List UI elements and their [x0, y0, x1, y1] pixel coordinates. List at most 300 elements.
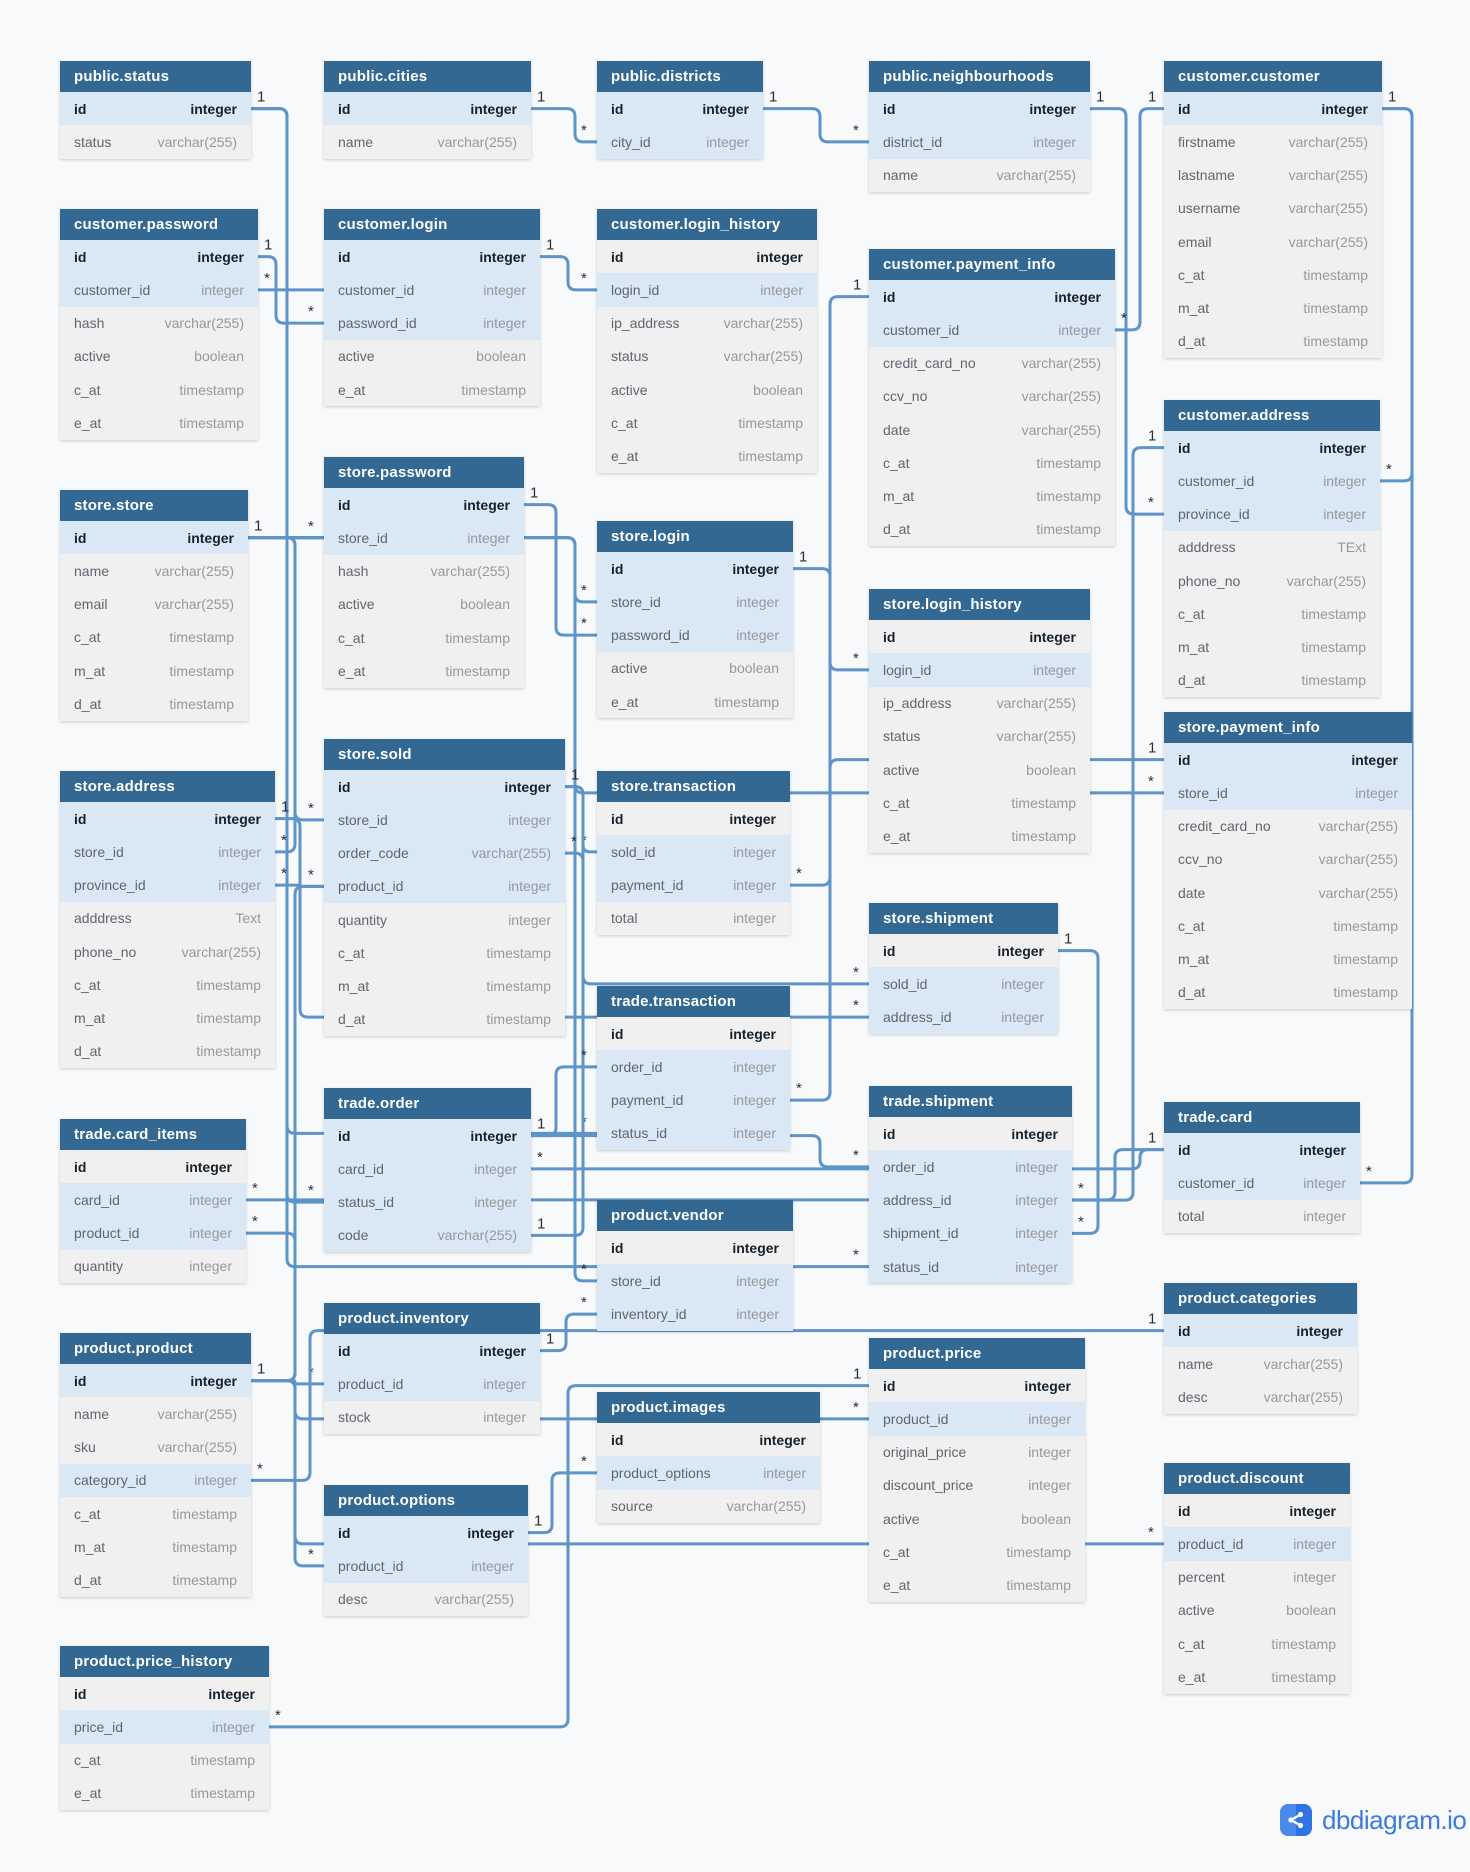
table-row [60, 125, 251, 158]
field-name: id [1178, 751, 1191, 768]
field-name: c_at [1178, 266, 1205, 283]
field-type: varchar(255) [1263, 1389, 1343, 1406]
table-row [597, 1117, 790, 1150]
table-public.status[interactable] [60, 61, 251, 159]
field-type: boolean [460, 596, 510, 613]
field-name: email [74, 596, 108, 613]
cardinality-label: * [581, 1294, 587, 1312]
field-type: integer [474, 1194, 517, 1211]
field-name: sku [74, 1439, 96, 1456]
field-type: timestamp [190, 1785, 255, 1802]
field-type: integer [1033, 661, 1076, 678]
table-row [869, 753, 1090, 786]
table-customer.login[interactable] [324, 209, 540, 406]
field-name: product_id [1178, 1535, 1244, 1552]
table-row [324, 654, 524, 687]
table-row [869, 653, 1090, 686]
field-name: total [611, 910, 638, 927]
field-name: login_id [611, 281, 660, 298]
field-name: ccv_no [1178, 851, 1223, 868]
field-name: c_at [1178, 917, 1205, 934]
field-type: varchar(255) [726, 1498, 806, 1515]
table-header[interactable]: public.districts [597, 61, 763, 92]
table-row [597, 902, 790, 935]
table-row [60, 902, 275, 935]
field-type: integer [187, 529, 234, 546]
field-name: status [883, 728, 921, 745]
cardinality-label: * [581, 1452, 587, 1470]
table-row [1164, 1561, 1350, 1594]
table-row [60, 1564, 251, 1597]
field-type: timestamp [486, 1011, 551, 1028]
field-name: percent [1178, 1569, 1225, 1586]
table-row [597, 1017, 790, 1050]
field-type: integer [1028, 1444, 1071, 1461]
table-row [1164, 1494, 1350, 1527]
field-type: timestamp [1303, 333, 1368, 350]
table-header[interactable]: customer.address [1164, 400, 1380, 431]
table-header[interactable]: public.neighbourhoods [869, 61, 1090, 92]
table-header[interactable]: store.shipment [869, 903, 1058, 934]
table-row [324, 555, 524, 588]
table-store.transaction[interactable] [597, 771, 790, 935]
table-store.login[interactable] [597, 521, 793, 718]
table-row [60, 835, 275, 868]
dbdiagram-branding[interactable] [1280, 1804, 1466, 1836]
table-header[interactable]: product.price [869, 1338, 1085, 1369]
cardinality-label: * [252, 1213, 258, 1231]
cardinality-label: * [264, 269, 270, 287]
table-header[interactable]: product.images [597, 1392, 820, 1423]
table-customer.login_history[interactable] [597, 209, 817, 473]
field-type: varchar(255) [996, 167, 1076, 184]
field-type: integer [467, 1524, 514, 1541]
field-type: boolean [476, 348, 526, 365]
field-name: password_id [611, 627, 690, 644]
table-header[interactable]: customer.login_history [597, 209, 817, 240]
field-name: m_at [338, 978, 370, 995]
table-header[interactable]: store.password [324, 457, 524, 488]
field-type: integer [483, 315, 526, 332]
table-row [1164, 1200, 1360, 1233]
table-row [324, 588, 524, 621]
cardinality-label: 1 [257, 88, 266, 106]
table-header[interactable]: store.login_history [869, 589, 1090, 620]
cardinality-label: 1 [1148, 1129, 1157, 1147]
field-type: timestamp [1036, 521, 1101, 538]
table-row [869, 513, 1115, 546]
field-type: integer [1028, 1477, 1071, 1494]
table-row [60, 1150, 246, 1183]
field-name: product_options [611, 1464, 711, 1481]
table-row [324, 1152, 531, 1185]
field-name: d_at [74, 1043, 102, 1060]
field-name: name [338, 133, 374, 150]
field-name: payment_id [611, 1092, 684, 1109]
table-header[interactable]: public.status [60, 61, 251, 92]
table-header[interactable]: customer.login [324, 209, 540, 240]
field-name: product_id [338, 1557, 404, 1574]
cardinality-label: * [1078, 1213, 1084, 1231]
cardinality-label: * [1148, 494, 1154, 512]
table-header[interactable]: product.price_history [60, 1646, 269, 1677]
table-row [60, 588, 248, 621]
field-type: integer [760, 281, 803, 298]
relationship-line[interactable] [1115, 109, 1164, 330]
field-type: timestamp [169, 629, 234, 646]
field-name: c_at [611, 414, 638, 431]
table-row [324, 970, 565, 1003]
table-row [597, 1050, 790, 1083]
field-name: store_id [1178, 784, 1228, 801]
field-type: varchar(255) [1021, 388, 1101, 405]
table-row [60, 1464, 251, 1497]
field-name: e_at [74, 1785, 102, 1802]
cardinality-label: * [1078, 1180, 1084, 1198]
table-trade.card_items[interactable] [60, 1119, 246, 1283]
field-name: credit_card_no [883, 355, 976, 372]
table-header[interactable]: product.categories [1164, 1283, 1357, 1314]
field-name: id [611, 100, 624, 117]
cardinality-label: * [1121, 309, 1127, 327]
field-type: varchar(255) [1318, 884, 1398, 901]
table-row [60, 687, 248, 720]
field-type: timestamp [1006, 1577, 1071, 1594]
table-row [597, 406, 817, 439]
table-row [869, 820, 1090, 853]
table-header[interactable]: trade.transaction [597, 986, 790, 1017]
table-row [60, 1035, 275, 1068]
field-name: m_at [74, 1538, 106, 1555]
field-name: id [1178, 1141, 1191, 1158]
field-type: integer [1289, 1502, 1336, 1519]
field-type: integer [729, 810, 776, 827]
field-type: integer [1029, 628, 1076, 645]
field-name: city_id [611, 133, 651, 150]
table-row [324, 273, 540, 306]
table-header[interactable]: store.login [597, 521, 793, 552]
table-header[interactable]: product.product [60, 1333, 251, 1364]
table-store.shipment[interactable] [869, 903, 1058, 1034]
table-row [869, 413, 1115, 446]
table-row [869, 934, 1058, 967]
cardinality-label: * [1148, 772, 1154, 790]
field-type: timestamp [1333, 951, 1398, 968]
field-name: customer_id [1178, 472, 1255, 489]
field-type: integer [483, 281, 526, 298]
table-header[interactable]: product.inventory [324, 1303, 540, 1334]
field-name: e_at [611, 448, 639, 465]
cardinality-label: 1 [537, 1115, 546, 1133]
field-name: province_id [1178, 506, 1250, 523]
table-row [869, 720, 1090, 753]
table-row [597, 240, 817, 273]
cardinality-label: 1 [1148, 427, 1157, 445]
field-type: timestamp [445, 662, 510, 679]
relationship-line[interactable] [531, 109, 597, 142]
field-name: e_at [611, 693, 639, 710]
field-type: timestamp [1036, 454, 1101, 471]
cardinality-label: 1 [1148, 1310, 1157, 1328]
table-product.images[interactable] [597, 1392, 820, 1523]
field-name: active [74, 348, 111, 365]
field-name: id [338, 1127, 351, 1144]
field-type: integer [201, 281, 244, 298]
field-name: adddress [1178, 539, 1236, 556]
field-type: varchar(255) [1318, 818, 1398, 835]
cardinality-label: * [571, 833, 577, 851]
table-store.password[interactable] [324, 457, 524, 688]
table-product.discount[interactable] [1164, 1463, 1350, 1694]
table-row [324, 125, 531, 158]
field-name: e_at [1178, 1668, 1206, 1685]
field-type: integer [1015, 1258, 1058, 1275]
table-trade.card[interactable] [1164, 1102, 1360, 1233]
table-row [324, 1583, 528, 1616]
cardinality-label: 1 [853, 276, 862, 294]
table-row [60, 621, 248, 654]
table-product.options[interactable] [324, 1485, 528, 1616]
field-type: boolean [729, 660, 779, 677]
table-row [869, 1217, 1072, 1250]
table-header[interactable]: store.sold [324, 739, 565, 770]
table-header[interactable]: trade.card_items [60, 1119, 246, 1150]
cardinality-label: * [308, 303, 314, 321]
field-name: id [74, 248, 87, 265]
relationship-line[interactable] [540, 257, 597, 290]
field-name: c_at [74, 976, 101, 993]
field-type: integer [214, 810, 261, 827]
table-product.categories[interactable] [1164, 1283, 1357, 1414]
field-name: id [74, 1372, 87, 1389]
table-row [869, 280, 1115, 313]
table-header[interactable]: customer.password [60, 209, 258, 240]
table-row [1164, 810, 1412, 843]
table-product.product[interactable] [60, 1333, 251, 1597]
table-header[interactable]: trade.order [324, 1088, 531, 1119]
field-name: id [74, 1158, 87, 1175]
field-type: varchar(255) [430, 563, 510, 580]
cardinality-label: 1 [254, 517, 263, 535]
table-header[interactable]: customer.customer [1164, 61, 1382, 92]
field-name: e_at [883, 1577, 911, 1594]
table-row [324, 92, 531, 125]
table-store.payment_info[interactable] [1164, 712, 1412, 1009]
table-header[interactable]: public.cities [324, 61, 531, 92]
field-name: ip_address [883, 695, 952, 712]
cardinality-label: 1 [546, 236, 555, 254]
cardinality-label: * [308, 799, 314, 817]
field-type: timestamp [1333, 917, 1398, 934]
table-row [324, 307, 540, 340]
field-type: timestamp [172, 1572, 237, 1589]
table-row [869, 347, 1115, 380]
field-name: m_at [883, 488, 915, 505]
table-product.inventory[interactable] [324, 1303, 540, 1434]
field-name: id [611, 1431, 624, 1448]
field-type: varchar(255) [996, 728, 1076, 745]
table-product.vendor[interactable] [597, 1200, 793, 1331]
field-type: boolean [194, 348, 244, 365]
field-type: integer [194, 1472, 237, 1489]
table-store.address[interactable] [60, 771, 275, 1068]
field-type: varchar(255) [723, 315, 803, 332]
field-name: code [338, 1227, 369, 1244]
field-type: integer [1293, 1569, 1336, 1586]
field-name: active [611, 381, 648, 398]
table-row [1164, 125, 1382, 158]
field-name: e_at [883, 828, 911, 845]
relationship-line[interactable] [1380, 109, 1412, 481]
table-trade.transaction[interactable] [597, 986, 790, 1150]
cardinality-label: * [281, 865, 287, 883]
field-name: c_at [1178, 1635, 1205, 1652]
field-type: integer [189, 1225, 232, 1242]
field-type: integer [1054, 288, 1101, 305]
table-header[interactable]: product.options [324, 1485, 528, 1516]
table-row [324, 1334, 540, 1367]
table-header[interactable]: store.payment_info [1164, 712, 1412, 743]
table-row [1164, 776, 1412, 809]
table-store.store[interactable] [60, 490, 248, 721]
field-type: varchar(255) [181, 943, 261, 960]
cardinality-label: * [537, 1148, 543, 1166]
table-row [1164, 664, 1380, 697]
table-public.cities[interactable] [324, 61, 531, 159]
field-type: varchar(255) [1021, 355, 1101, 372]
cardinality-label: * [581, 1260, 587, 1278]
table-customer.address[interactable] [1164, 400, 1380, 697]
field-type: integer [1321, 100, 1368, 117]
table-row [324, 903, 565, 936]
table-header[interactable]: product.vendor [597, 1200, 793, 1231]
table-row [1164, 92, 1382, 125]
field-name: id [883, 1377, 896, 1394]
table-row [324, 1186, 531, 1219]
table-row [869, 159, 1090, 192]
field-type: timestamp [1271, 1635, 1336, 1652]
table-row [597, 273, 817, 306]
cardinality-label: 1 [537, 1215, 546, 1233]
cardinality-label: * [853, 649, 859, 667]
table-public.neighbourhoods[interactable] [869, 61, 1090, 192]
field-name: id [74, 100, 87, 117]
field-type: integer [479, 1342, 526, 1359]
table-row [60, 307, 258, 340]
table-customer.customer[interactable] [1164, 61, 1382, 358]
field-type: integer [508, 911, 551, 928]
field-name: d_at [1178, 333, 1206, 350]
field-type: integer [189, 1191, 232, 1208]
field-type: varchar(255) [434, 1591, 514, 1608]
field-type: integer [504, 778, 551, 795]
table-row [597, 1423, 820, 1456]
table-header[interactable]: store.store [60, 490, 248, 521]
field-type: integer [1011, 1125, 1058, 1142]
field-type: integer [1355, 784, 1398, 801]
field-name: phone_no [74, 943, 137, 960]
field-name: e_at [74, 414, 102, 431]
table-row [869, 1402, 1085, 1435]
field-type: integer [733, 910, 776, 927]
field-type: varchar(255) [1288, 167, 1368, 184]
field-type: timestamp [714, 693, 779, 710]
table-row [597, 440, 817, 473]
field-name: district_id [883, 133, 943, 150]
table-customer.password[interactable] [60, 209, 258, 440]
table-row [60, 869, 275, 902]
table-row [1164, 1347, 1357, 1380]
table-public.districts[interactable] [597, 61, 763, 159]
table-header[interactable]: store.address [60, 771, 275, 802]
field-name: firstname [1178, 133, 1236, 150]
table-row [324, 521, 524, 554]
cardinality-label: * [796, 1080, 802, 1098]
field-type: integer [736, 1306, 779, 1323]
field-type: timestamp [486, 978, 551, 995]
field-name: username [1178, 200, 1241, 217]
field-type: integer [733, 1058, 776, 1075]
table-product.price_history[interactable] [60, 1646, 269, 1810]
field-name: card_id [338, 1160, 384, 1177]
field-name: customer_id [74, 281, 151, 298]
table-header[interactable]: trade.card [1164, 1102, 1360, 1133]
cardinality-label: * [796, 865, 802, 883]
table-row [597, 652, 793, 685]
field-name: source [611, 1498, 654, 1515]
field-type: timestamp [179, 414, 244, 431]
table-header[interactable]: store.transaction [597, 771, 790, 802]
table-row [597, 1084, 790, 1117]
field-type: integer [736, 593, 779, 610]
field-name: d_at [74, 1572, 102, 1589]
table-row [324, 1003, 565, 1036]
field-name: c_at [883, 794, 910, 811]
table-row [324, 870, 565, 903]
table-row [869, 446, 1115, 479]
table-row [324, 1516, 528, 1549]
table-row [597, 307, 817, 340]
table-row [60, 1250, 246, 1283]
field-type: varchar(255) [164, 315, 244, 332]
field-type: timestamp [1303, 266, 1368, 283]
table-store.sold[interactable] [324, 739, 565, 1036]
field-type: timestamp [1006, 1543, 1071, 1560]
field-type: integer [212, 1718, 255, 1735]
cardinality-label: 1 [264, 236, 273, 254]
table-header[interactable]: trade.shipment [869, 1086, 1072, 1117]
table-row [324, 1401, 540, 1434]
table-store.login_history[interactable] [869, 589, 1090, 853]
field-name: m_at [1178, 951, 1210, 968]
field-type: timestamp [1036, 488, 1101, 505]
table-row [869, 1150, 1072, 1183]
field-type: varchar(255) [1288, 200, 1368, 217]
field-name: order_id [611, 1058, 663, 1075]
field-type: varchar(255) [1263, 1355, 1343, 1372]
table-header[interactable]: product.discount [1164, 1463, 1350, 1494]
table-header[interactable]: customer.payment_info [869, 249, 1115, 280]
table-product.price[interactable] [869, 1338, 1085, 1602]
field-type: varchar(255) [154, 562, 234, 579]
field-type: integer [1319, 439, 1366, 456]
table-customer.payment_info[interactable] [869, 249, 1115, 546]
table-row [1164, 564, 1380, 597]
field-name: d_at [1178, 984, 1206, 1001]
cardinality-label: 1 [257, 1360, 266, 1378]
table-trade.order[interactable] [324, 1088, 531, 1252]
table-trade.shipment[interactable] [869, 1086, 1072, 1283]
